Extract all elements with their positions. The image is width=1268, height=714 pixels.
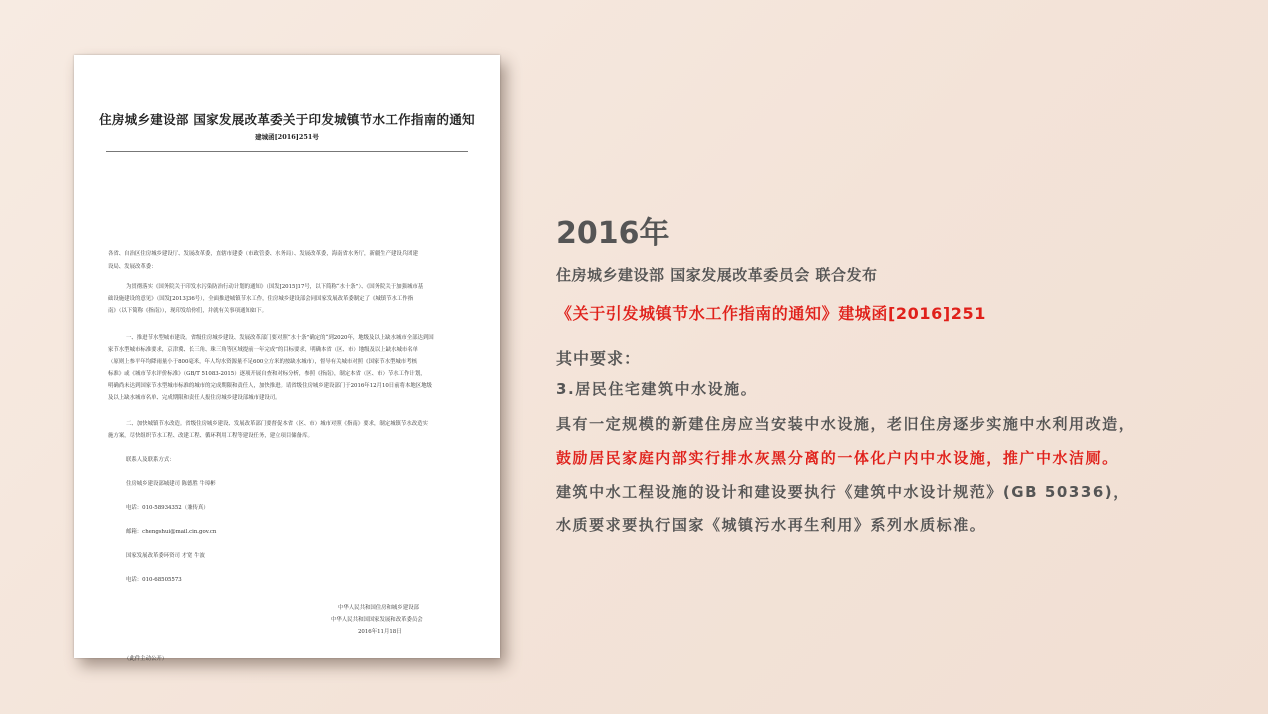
item1-line: 家节水型城市标准要求，京津冀、长三角、珠三角等区域提前一年完成”的目标要求，明确本省（区、市）地级及以上缺水城市名单	[108, 347, 419, 353]
signer-commission: 中华人民共和国国家发展和改革委员会	[331, 617, 423, 623]
contact-org-1: 住房城乡建设部城建司 陈德胜 牛璋彬	[126, 481, 216, 487]
contact-email: 邮箱：chengshui@mail.cin.gov.cn	[126, 529, 217, 535]
disclosure-note: （此件主动公开）	[124, 656, 168, 662]
document-title: 住房城乡建设部 国家发展改革委关于印发城镇节水工作指南的通知	[99, 112, 475, 127]
requirement-line: 3.居民住宅建筑中水设施。	[556, 380, 758, 398]
intro-line: 南》（以下简称《指南》），现印发给你们，并就有关事项通知如下。	[108, 308, 268, 314]
requirement-line-highlight: 鼓励居民家庭内部实行排水灰黑分离的一体化户内中水设施，推广中水洁厕。	[556, 449, 1119, 467]
address-line: 各省、自治区住房城乡建设厅、发展改革委，直辖市建委（市政管委、水务局）、发展改革委，海南省水务厅，新疆生产建设兵团建	[108, 251, 418, 257]
document-number: 建城函[2016]251号	[255, 133, 319, 141]
item2-line: 二、加快城镇节水改造。省级住房城乡建设、发展改革部门要督促本省（区、市）城市对照《指南》要求，制定城镇节水改造实	[126, 421, 428, 427]
notice-title: 《关于引发城镇节水工作指南的通知》建城函[2016]251	[556, 304, 986, 323]
address-line: 设局、发展改革委：	[108, 264, 157, 270]
requirement-line: 具有一定规模的新建住房应当安装中水设施，老旧住房逐步实施中水利用改造，	[556, 415, 1136, 433]
item2-line: 施方案，尽快组织节水工程、改建工程、循环利用工程等建设任务，建立项目储备库。	[108, 433, 313, 439]
requirement-line: 建筑中水工程设施的设计和建设要执行《建筑中水设计规范》(GB 50336)，	[556, 483, 1130, 501]
document-date: 2016年11月18日	[358, 629, 402, 635]
item1-line: 一、推进节水型城市建设。省级住房城乡建设、发展改革部门要对照“水十条”确定的“到2020年，地级及以上缺水城市全部达到国	[126, 335, 434, 341]
contact-phone-2: 电话：010-68505573	[126, 577, 182, 583]
intro-line: 为贯彻落实《国务院关于印发水污染防治行动计划的通知》（国发[2015]17号，以下简称“水十条”）、《国务院关于加强城市基	[126, 284, 424, 290]
publishers-line: 住房城乡建设部 国家发展改革委员会 联合发布	[556, 266, 878, 284]
requirement-line: 水质要求要执行国家《城镇污水再生利用》系列水质标准。	[556, 516, 987, 534]
item1-line: 标准》或《城市节水评价标准》（GB/T 51083-2015）逐项开展自查和对标分析，参照《指南》，制定本省（区、市）节水工作计划，	[108, 371, 426, 377]
item1-line: （原则上参平年均降雨量小于800毫米，年人均水资源量不足600立方米的按缺水城市），督导有关城市对照《国家节水型城市考核	[108, 359, 417, 365]
item1-line: 明确尚未达到国家节水型城市标准的城市的完成期限和责任人，加快推进。请省级住房城乡建设部门于2016年12月10日前将本地区地级	[108, 383, 432, 389]
intro-line: 础设施建设的意见》（国发[2013]36号），全面推进城镇节水工作，住房城乡建设部会同国家发展改革委制定了《城镇节水工作指	[108, 296, 414, 302]
year-heading: 2016年	[556, 216, 670, 251]
item1-line: 及以上缺水城市名单、完成期限和责任人报住房城乡建设部城市建设司。	[108, 395, 281, 401]
contact-org-2: 国家发展改革委环资司 才宽 牛波	[126, 553, 205, 559]
document-page	[74, 55, 500, 662]
title-divider	[106, 151, 468, 152]
contact-phone-1: 电话：010-58934352（兼传真）	[126, 505, 209, 511]
requirement-heading: 其中要求：	[556, 349, 642, 368]
contact-label: 联系人及联系方式：	[126, 457, 175, 463]
signer-ministry: 中华人民共和国住房和城乡建设部	[338, 605, 419, 611]
